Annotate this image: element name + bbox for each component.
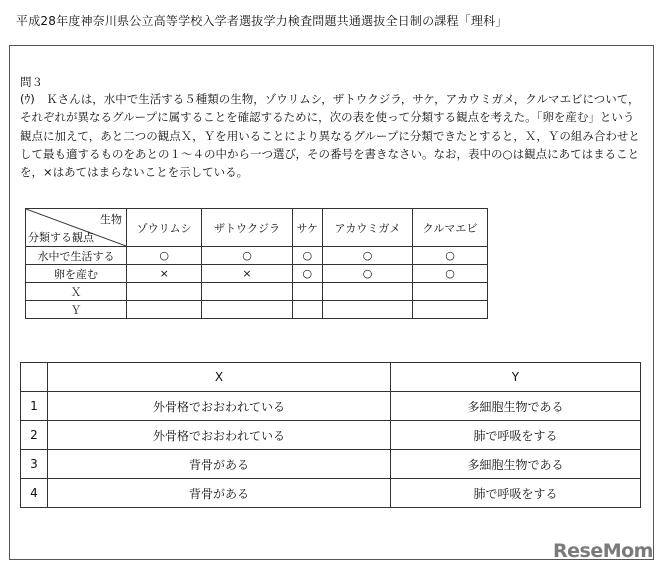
answer-choices-table [20,362,641,508]
classification-row [26,283,488,301]
mark-cell: ○ [322,265,412,283]
page-header-title: 平成28年度神奈川県公立高等学校入学者選抜学力検査問題共通選抜全日制の課程「理科」 [16,14,508,28]
viewpoint-label: Ｘ [26,283,127,301]
choice-row [21,421,641,450]
choice-number: 1 [21,392,48,421]
organism-header: ザトウクジラ [202,209,292,247]
classification-row [26,301,488,319]
choices-header-row [21,363,641,392]
mark-cell: ○ [292,247,322,265]
choice-y: 肺で呼吸をする [390,421,640,450]
classification-header-row [26,209,488,247]
mark-cell: ○ [413,265,488,283]
choice-x: 背骨がある [48,450,391,479]
mark-cell: × [127,265,202,283]
mark-cell [292,301,322,319]
organism-header: サケ [292,209,322,247]
choice-row [21,392,641,421]
choice-number: 2 [21,421,48,450]
choice-y: 肺で呼吸をする [390,479,640,508]
diagonal-corner-cell [26,209,127,247]
choice-number: 4 [21,479,48,508]
question-text: (ｳ) Ｋさんは，水中で生活する５種類の生物，ゾウリムシ，ザトウクジラ，サケ，アカウミガメ，クルマエビについて，それぞれが異なるグループに属することを確認するために，次の表を使って分類する観点を考えた。「卵を産む」という観点に加えて，あと二つの観点Ｘ，Ｙを用いることにより異なるグループに分類できたとすると，Ｘ，Ｙの組み合わせとして最も適するものをあとの１～４の中から一つ選び，その番号を書きなさい。なお，表中の○は観点にあてはまることを，×はあてはまらないことを示している。 [20,92,640,180]
choice-number-header [21,363,48,392]
question-number: 問３ [20,75,43,89]
column-header-y: Y [390,363,640,392]
mark-cell [322,301,412,319]
mark-cell [413,283,488,301]
mark-cell: ○ [292,265,322,283]
mark-cell [127,301,202,319]
choice-x: 外骨格でおおわれている [48,421,391,450]
mark-cell: ○ [127,247,202,265]
organism-header: ゾウリムシ [127,209,202,247]
corner-label-organism: 生物 [100,213,122,226]
classification-row [26,265,488,283]
choice-x: 外骨格でおおわれている [48,392,391,421]
choice-row [21,450,641,479]
corner-label-viewpoint: 分類する観点 [28,231,94,244]
choice-number: 3 [21,450,48,479]
mark-cell [292,283,322,301]
viewpoint-label: 水中で生活する [26,247,127,265]
mark-cell: ○ [322,247,412,265]
organism-header: アカウミガメ [322,209,412,247]
column-header-x: X [48,363,391,392]
mark-cell [202,301,292,319]
mark-cell [202,283,292,301]
choice-y: 多細胞生物である [390,392,640,421]
choice-y: 多細胞生物である [390,450,640,479]
mark-cell: ○ [413,247,488,265]
mark-cell: ○ [202,247,292,265]
choice-row [21,479,641,508]
mark-cell [322,283,412,301]
mark-cell: × [202,265,292,283]
mark-cell [413,301,488,319]
organism-header: クルマエビ [413,209,488,247]
classification-row [26,247,488,265]
resemom-logo: ReseMom [553,540,653,562]
viewpoint-label: Ｙ [26,301,127,319]
mark-cell [127,283,202,301]
classification-table [25,208,488,319]
viewpoint-label: 卵を産む [26,265,127,283]
choice-x: 背骨がある [48,479,391,508]
